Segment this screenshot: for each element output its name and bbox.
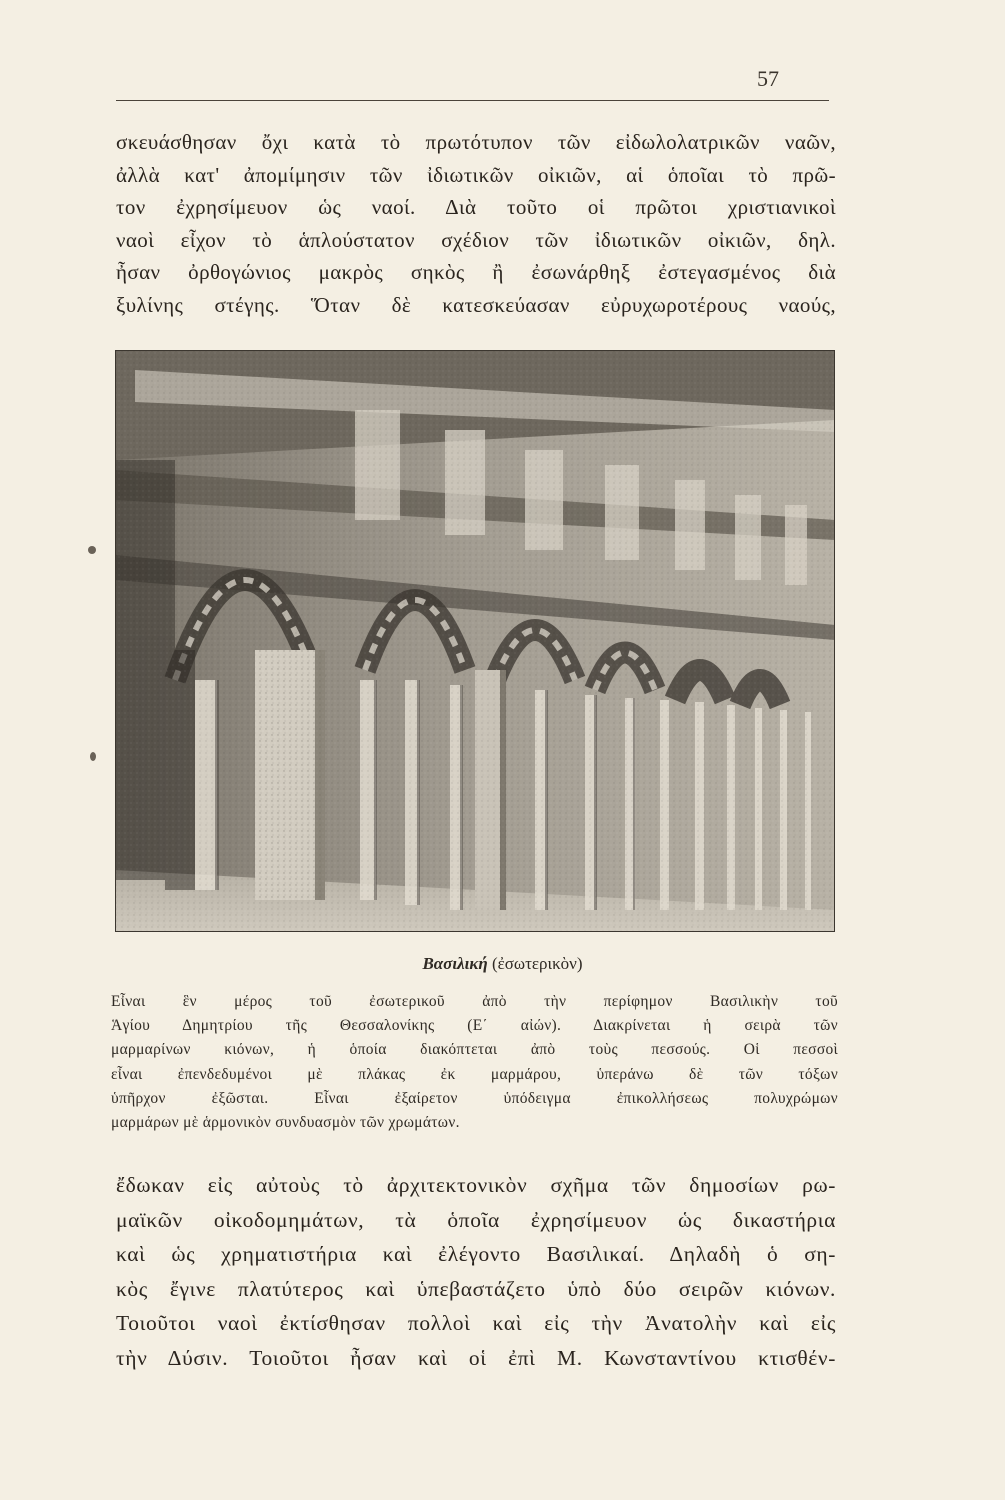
text-line: κὸς ἔγινε πλατύτερος καὶ ὑπεβαστάζετο ὑπὸ δύο σειρῶν κιόνων. (116, 1276, 836, 1301)
text-line: ἦσαν ὀρθογώνιος μακρὸς σηκὸς ἢ ἐσωνάρθηξ ἐστεγασμένος διὰ (116, 260, 836, 284)
caption-line: μαρμαρίνων κιόνων, ἡ ὁποία διακόπτεται ἀπὸ τοὺς πεσσούς. Οἱ πεσσοὶ (111, 1041, 838, 1059)
text-line: ξυλίνης στέγης. Ὅταν δὲ κατεσκεύασαν εὐρυχωροτέρους ναούς, (116, 292, 836, 317)
caption-line: μαρμάρων μὲ ἁρμονικὸν συνδυασμὸν τῶν χρωμάτων. (111, 1114, 460, 1132)
text-line: ναοὶ εἶχον τὸ ἁπλούστατον σχέδιον τῶν ἰδιωτικῶν οἰκιῶν, δηλ. (116, 227, 836, 252)
text-line: τὴν Δύσιν. Τοιοῦτοι ἦσαν καὶ οἱ ἐπὶ Μ. Κωνσταντίνου κτισθέν- (116, 1345, 836, 1370)
text-line: σκευάσθησαν ὄχι κατὰ τὸ πρωτότυπον τῶν εἰδωλολατρικῶν ναῶν, (116, 130, 836, 154)
text-line: καὶ ὡς χρηματιστήρια καὶ ἐλέγοντο Βασιλικαί. Δηλαδὴ ὁ ση- (116, 1242, 836, 1266)
figure-caption-body (111, 990, 838, 1135)
caption-line: εἶναι ἐπενδεδυμένοι μὲ πλάκας ἐκ μαρμάρου, ὑπεράνω δὲ τῶν τόξων (111, 1065, 838, 1083)
caption-line: ὑπῆρχον ἐξῶσται. Εἶναι ἐξαίρετον ὑπόδειγμα ἐπικολλήσεως πολυχρώμων (111, 1089, 838, 1107)
text-line: Τοιοῦτοι ναοὶ ἐκτίσθησαν πολλοὶ καὶ εἰς τὴν Ἀνατολὴν καὶ εἰς (116, 1311, 836, 1335)
caption-line: Ἁγίου Δημητρίου τῆς Θεσσαλονίκης (Ε΄ αἰών). Διακρίνεται ἡ σειρὰ τῶν (111, 1017, 838, 1035)
basilica-photo (115, 350, 835, 932)
bottom-paragraph (116, 1168, 836, 1375)
header-rule (116, 100, 829, 101)
caption-line: Εἶναι ἓν μέρος τοῦ ἐσωτερικοῦ ἀπὸ τὴν περίφημον Βασιλικὴν τοῦ (111, 993, 838, 1010)
text-line: ἔδωκαν εἰς αὐτοὺς τὸ ἀρχιτεκτονικὸν σχῆμα τῶν δημοσίων ρω- (116, 1173, 836, 1197)
top-paragraph (116, 126, 836, 321)
text-line: ἀλλὰ κατ' ἀπομίμησιν τῶν ἰδιωτικῶν οἰκιῶν, αἱ ὁποῖαι τὸ πρῶ- (116, 162, 836, 187)
text-line: τον ἐχρησίμευον ὡς ναοί. Διὰ τοῦτο οἱ πρῶτοι χριστιανικοὶ (116, 195, 836, 219)
margin-mark-lower (90, 752, 96, 761)
caption-title: Βασιλική (422, 954, 488, 973)
text-line: μαϊκῶν οἰκοδομημάτων, τὰ ὁποῖα ἐχρησίμευον ὡς δικαστήρια (116, 1207, 836, 1232)
caption-subtitle: (ἐσωτερικὸν) (491, 954, 583, 973)
margin-mark-upper (88, 546, 96, 554)
page-number: 57 (757, 66, 779, 91)
figure-caption-title (0, 954, 1005, 974)
